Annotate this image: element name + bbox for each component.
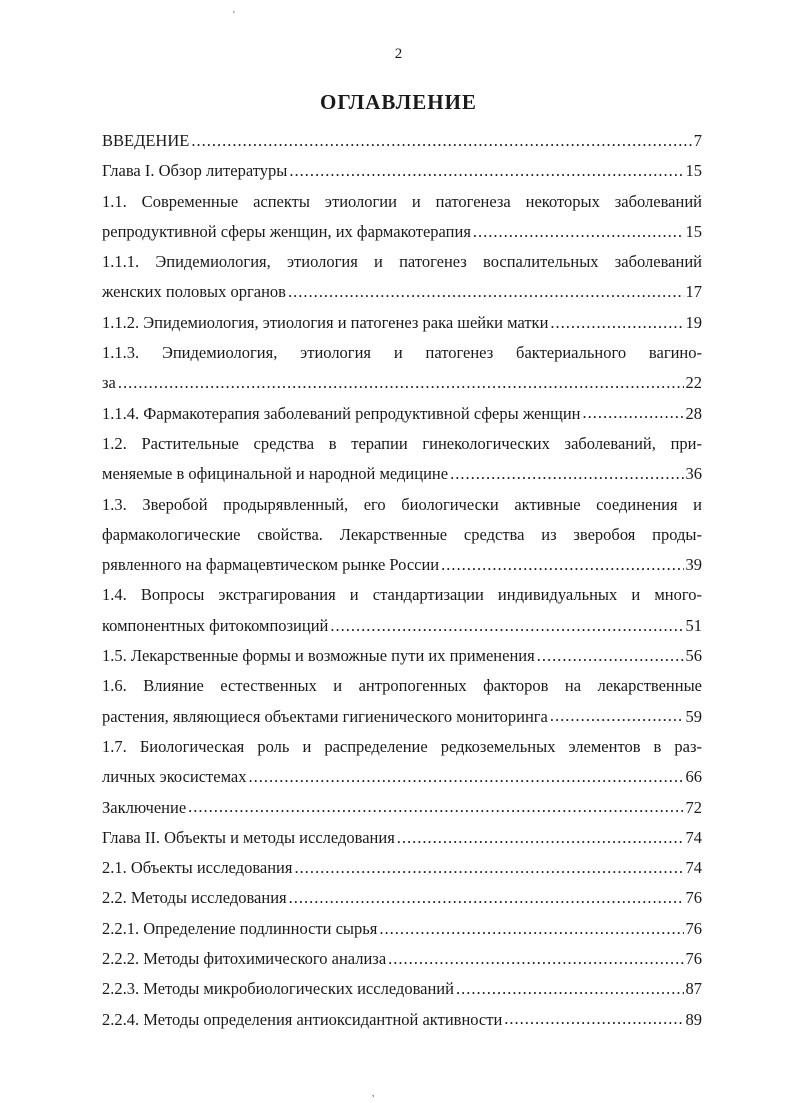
toc-entry-text: Заключение [102, 797, 187, 817]
toc-entry-last-line [102, 823, 702, 853]
toc-entry-line [102, 671, 702, 701]
toc-entry-last-line [102, 914, 702, 944]
toc-entry[interactable] [102, 641, 702, 671]
toc-entry[interactable] [102, 793, 702, 823]
dot-leader [118, 368, 684, 398]
toc-entry-text: ВВЕДЕНИЕ [102, 131, 190, 150]
toc-page-number: 89 [685, 1009, 702, 1029]
toc-entry[interactable] [102, 1005, 702, 1035]
dot-leader [388, 944, 683, 974]
scan-speck-bottom: , [372, 1088, 375, 1099]
toc-entry-text: 1.1. Современные аспекты этиологии и патогенеза некоторых заболеваний [102, 191, 702, 211]
toc-entry-text: 1.4. Вопросы экстрагирования и стандартизации индивидуальных и много- [102, 585, 702, 605]
toc-entry-last-line [102, 702, 702, 732]
toc-entry-text: 2.2.1. Определение подлинности сырья [102, 918, 378, 938]
toc-entry[interactable] [102, 308, 702, 338]
toc-title: ОГЛАВЛЕНИЕ [320, 90, 477, 114]
page-number: 2 [394, 46, 403, 62]
toc-entry-last-line [102, 641, 702, 671]
toc-entry-last-line [102, 944, 702, 974]
dot-leader [441, 550, 683, 580]
toc-entry-line [102, 490, 702, 520]
table-of-contents [102, 126, 702, 1035]
toc-entry-text: 1.1.1. Эпидемиология, этиология и патогенез воспалительных заболеваний [102, 252, 702, 272]
toc-page-number: 22 [685, 373, 702, 393]
dot-leader [397, 823, 684, 853]
toc-entry[interactable] [102, 187, 702, 248]
toc-entry-text: 2.1. Объекты исследования [102, 858, 293, 878]
toc-entry-line [102, 247, 702, 277]
toc-page-number: 51 [685, 615, 702, 635]
toc-page-number: 76 [685, 949, 702, 969]
toc-entry-text: фармакологические свойства. Лекарственные средства из зверобоя проды- [102, 524, 702, 544]
toc-entry-last-line [102, 277, 702, 307]
toc-entry[interactable] [102, 944, 702, 974]
dot-leader [550, 308, 683, 338]
toc-entry[interactable] [102, 823, 702, 853]
toc-page-number: 15 [685, 221, 702, 241]
toc-entry-text: репродуктивной сферы женщин, их фармакотерапия [102, 221, 471, 241]
toc-entry[interactable] [102, 156, 702, 186]
dot-leader [249, 762, 684, 792]
dot-leader [289, 883, 684, 913]
dot-leader [550, 702, 684, 732]
toc-page-number: 87 [685, 979, 702, 999]
toc-entry-last-line [102, 217, 702, 247]
toc-entry-text: 1.1.2. Эпидемиология, этиология и патогенез рака шейки матки [102, 312, 549, 332]
dot-leader [450, 459, 683, 489]
dot-leader [289, 156, 683, 186]
dot-leader [188, 793, 683, 823]
toc-page-number: 72 [685, 797, 702, 817]
toc-entry[interactable] [102, 974, 702, 1004]
toc-entry[interactable] [102, 429, 702, 490]
toc-page-number: 76 [685, 918, 702, 938]
dot-leader [330, 611, 683, 641]
dot-leader [537, 641, 684, 671]
toc-entry-text: женских половых органов [102, 282, 286, 302]
toc-entry-text: за [102, 373, 116, 393]
toc-entry[interactable] [102, 580, 702, 641]
toc-page-number: 39 [685, 555, 702, 575]
toc-entry-last-line [102, 550, 702, 580]
dot-leader [504, 1005, 683, 1035]
toc-entry-text: компонентных фитокомпозиций [102, 615, 329, 635]
dot-leader [583, 399, 684, 429]
toc-entry[interactable] [102, 732, 702, 793]
toc-entry-text: 2.2.2. Методы фитохимического анализа [102, 949, 387, 969]
toc-entry-line [102, 429, 702, 459]
toc-entry-last-line [102, 762, 702, 792]
toc-entry-text: меняемые в официнальной и народной медицине [102, 464, 449, 484]
toc-entry-last-line [102, 793, 702, 823]
toc-entry-text: Глава I. Обзор литературы [102, 161, 288, 181]
toc-entry-line [102, 580, 702, 610]
toc-entry[interactable] [102, 490, 702, 581]
toc-entry-text: 1.2. Растительные средства в терапии гинекологических заболеваний, при- [102, 433, 702, 453]
toc-entry-line [102, 732, 702, 762]
toc-page-number: 66 [685, 767, 702, 787]
toc-entry-last-line [102, 368, 702, 398]
dot-leader [288, 277, 684, 307]
toc-entry-text: 1.7. Биологическая роль и распределение редкоземельных элементов в раз- [102, 736, 702, 756]
toc-entry-last-line [102, 1005, 702, 1035]
dot-leader [473, 217, 684, 247]
toc-entry-text: рявленного на фармацевтическом рынке России [102, 555, 440, 575]
toc-entry-text: 2.2.3. Методы микробиологических исследований [102, 979, 454, 999]
toc-page-number: 36 [685, 464, 702, 484]
toc-entry-last-line [102, 853, 702, 883]
toc-entry[interactable] [102, 853, 702, 883]
toc-page-number: 17 [685, 282, 702, 302]
toc-entry[interactable] [102, 338, 702, 399]
toc-entry-text: личных экосистемах [102, 767, 247, 787]
toc-entry[interactable] [102, 671, 702, 732]
toc-entry-line [102, 520, 702, 550]
scan-speck-top: ' [233, 10, 235, 21]
dot-leader [379, 914, 683, 944]
toc-page-number: 76 [685, 888, 702, 908]
toc-entry-last-line [102, 156, 702, 186]
toc-page-number: 74 [685, 827, 702, 847]
toc-entry[interactable] [102, 399, 702, 429]
toc-entry-text: 1.1.4. Фармакотерапия заболеваний репродуктивной сферы женщин [102, 403, 581, 423]
toc-entry-text: Глава II. Объекты и методы исследования [102, 827, 395, 847]
toc-entry-text: 2.2.4. Методы определения антиоксидантной активности [102, 1009, 503, 1029]
dot-leader [294, 853, 683, 883]
toc-page-number: 7 [693, 131, 702, 150]
dot-leader [191, 126, 691, 156]
toc-entry-line [102, 187, 702, 217]
toc-entry-text: 1.5. Лекарственные формы и возможные пути их применения [102, 646, 535, 666]
toc-entry-last-line [102, 126, 702, 156]
toc-page-number: 74 [685, 858, 702, 878]
toc-entry-text: 1.3. Зверобой продырявленный, его биологически активные соединения и [102, 494, 702, 514]
toc-entry-line [102, 338, 702, 368]
toc-entry-text: 1.1.3. Эпидемиология, этиология и патогенез бактериального вагино- [102, 343, 702, 363]
toc-entry-text: 2.2. Методы исследования [102, 888, 287, 908]
toc-page-number: 56 [685, 646, 702, 666]
toc-page-number: 15 [685, 161, 702, 181]
toc-entry-text: 1.6. Влияние естественных и антропогенных факторов на лекарственные [102, 676, 702, 696]
toc-page-number: 28 [685, 403, 702, 423]
toc-entry-last-line [102, 611, 702, 641]
toc-entry-last-line [102, 883, 702, 913]
toc-entry-last-line [102, 974, 702, 1004]
toc-entry-last-line [102, 459, 702, 489]
toc-entry[interactable] [102, 883, 702, 913]
toc-entry[interactable] [102, 247, 702, 308]
toc-entry-last-line [102, 308, 702, 338]
toc-entry[interactable] [102, 914, 702, 944]
toc-entry-text: растения, являющиеся объектами гигиенического мониторинга [102, 706, 548, 726]
dot-leader [456, 974, 684, 1004]
toc-entry-last-line [102, 399, 702, 429]
toc-page-number: 59 [685, 706, 702, 726]
toc-page-number: 19 [685, 312, 702, 332]
toc-entry[interactable] [102, 126, 702, 156]
